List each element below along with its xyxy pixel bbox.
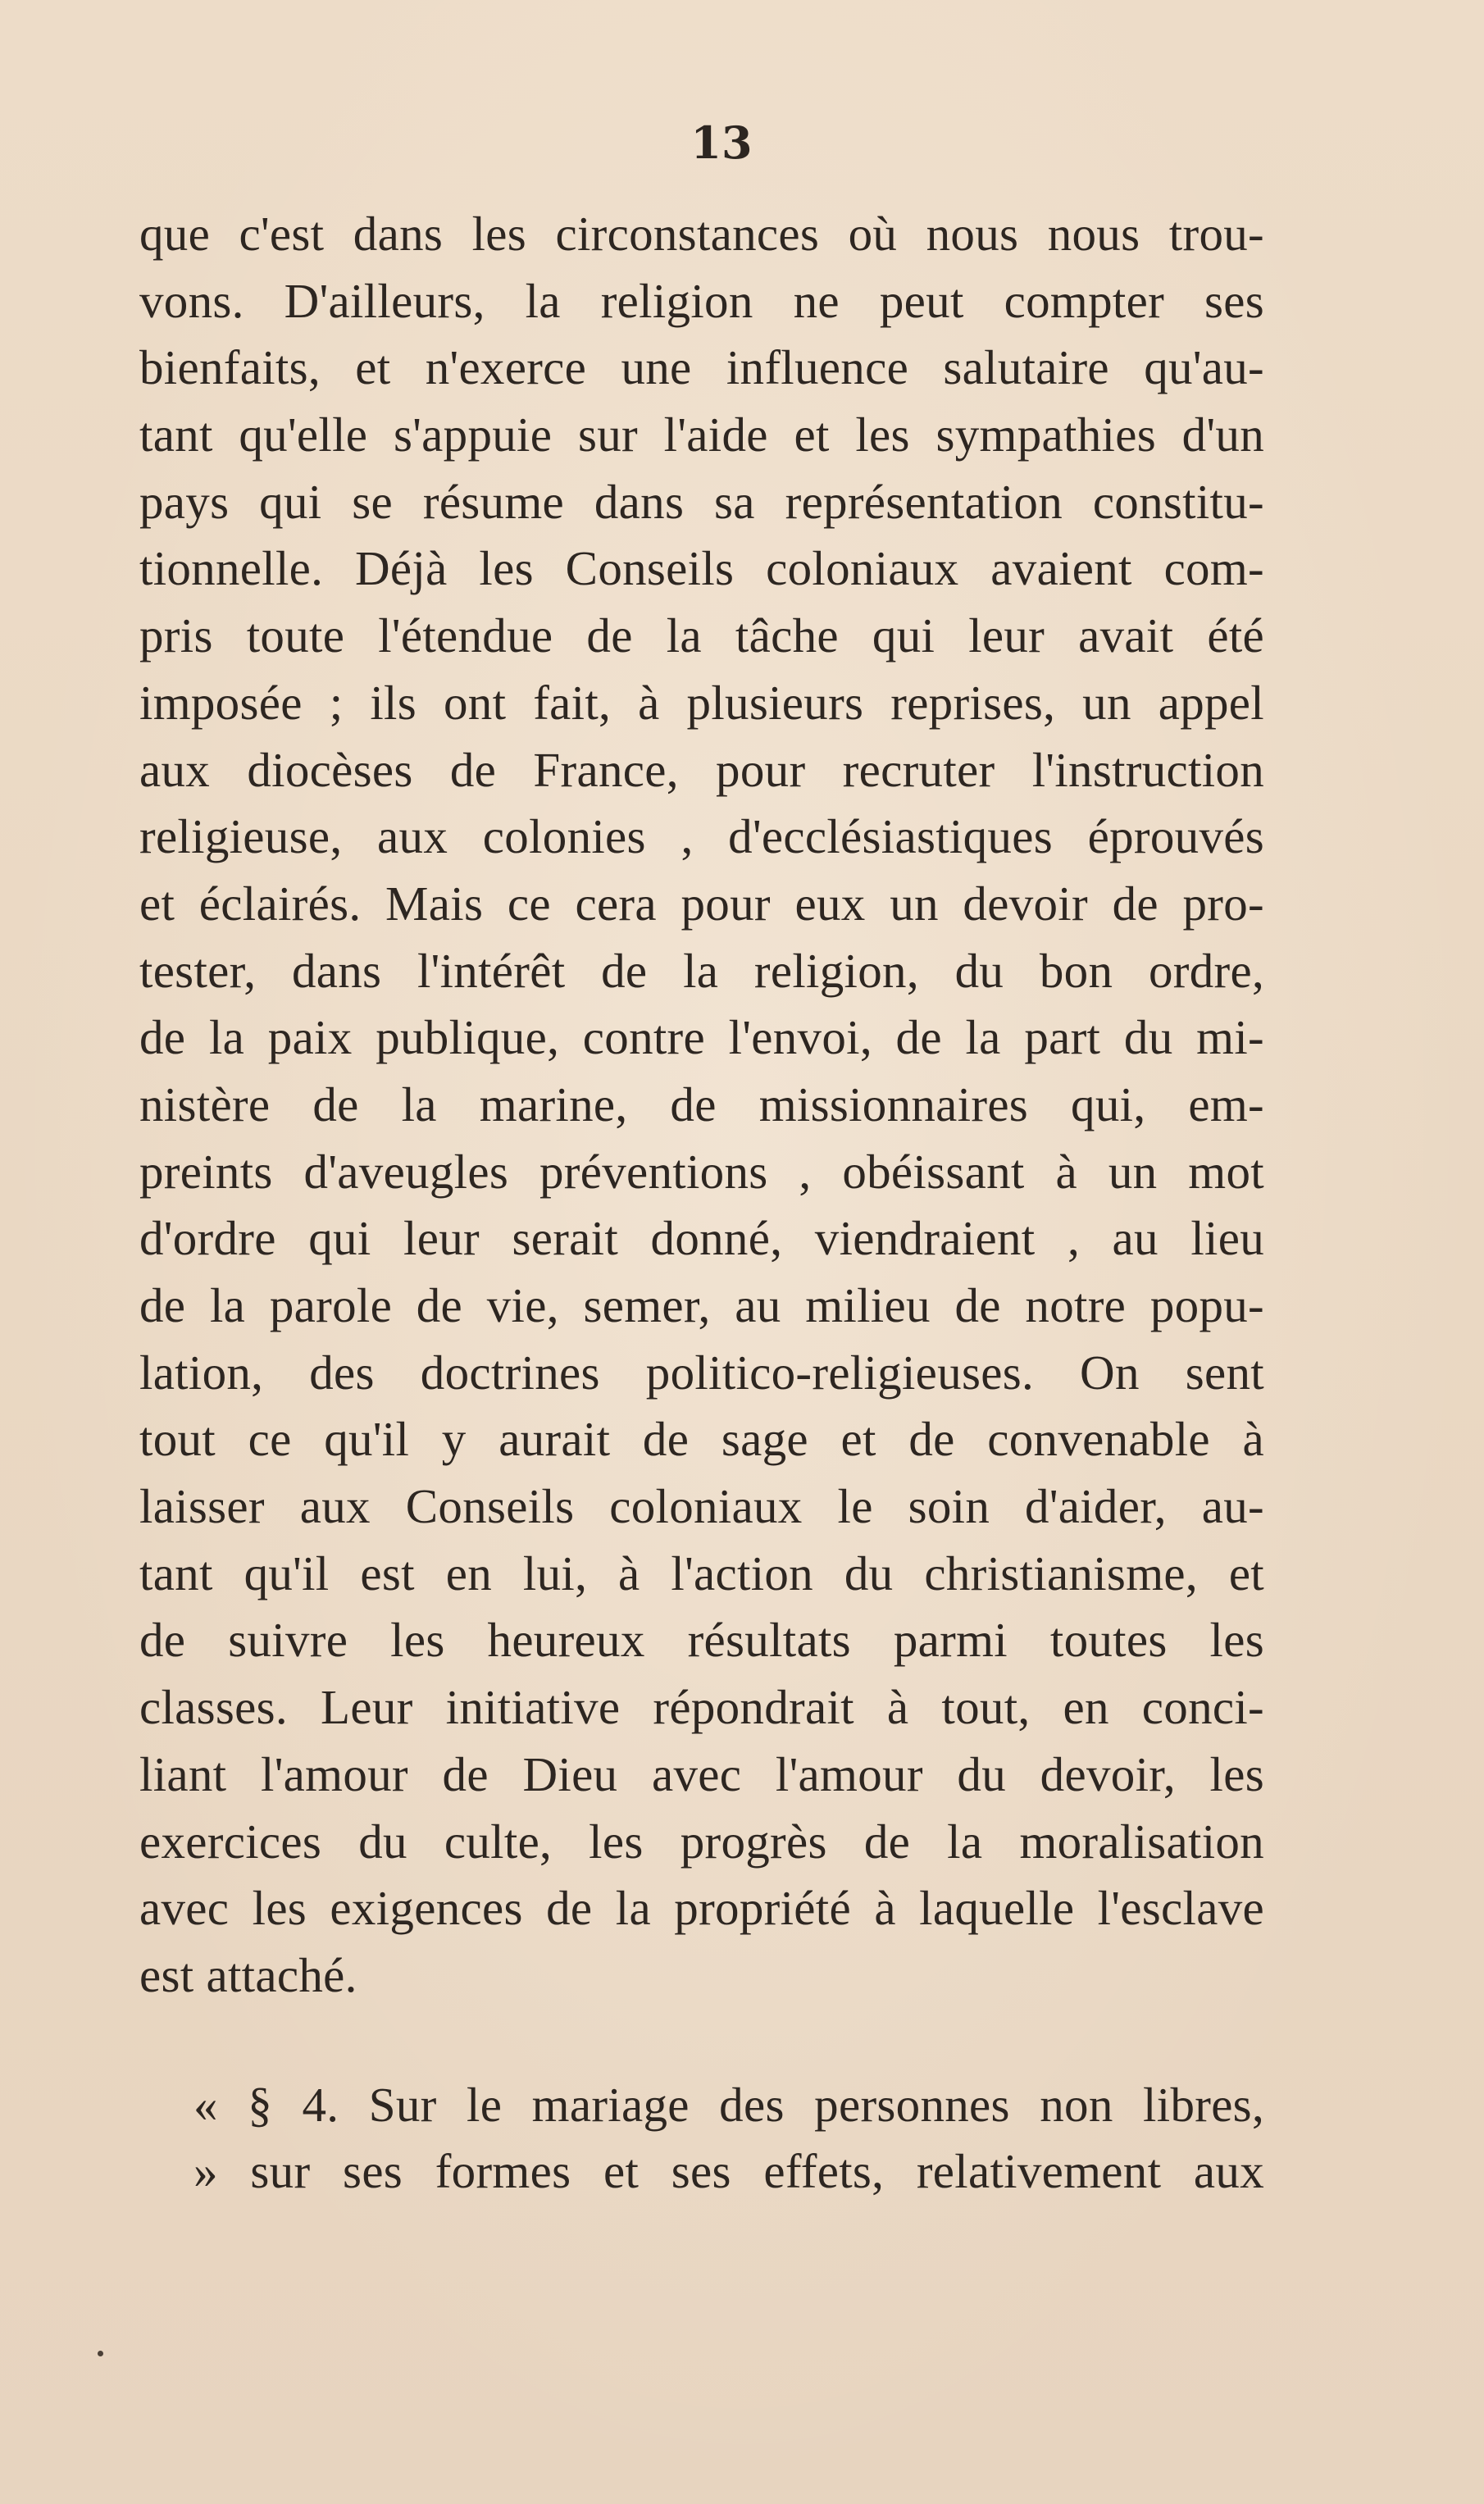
text-line: aux diocèses de France, pour recruter l'instruction <box>139 742 1264 797</box>
text-line: que c'est dans les circonstances où nous nous trou- <box>139 207 1264 261</box>
text-line: de la paix publique, contre l'envoi, de la part du mi- <box>139 1010 1264 1065</box>
text-line: de la parole de vie, semer, au milieu de notre popu- <box>139 1278 1264 1332</box>
text-line: laisser aux Conseils coloniaux le soin d'aider, au- <box>139 1479 1264 1534</box>
text-line: religieuse, aux colonies , d'ecclésiastiques éprouvés <box>139 809 1264 864</box>
text-line: lation, des doctrines politico-religieuses. On sent <box>139 1345 1264 1400</box>
body-text <box>139 201 1264 2206</box>
text-line: tant qu'elle s'appuie sur l'aide et les sympathies d'un <box>139 407 1264 462</box>
text-line: liant l'amour de Dieu avec l'amour du devoir, les <box>139 1746 1264 1801</box>
text-line: et éclairés. Mais ce cera pour eux un devoir de pro- <box>139 876 1264 931</box>
text-line: avec les exigences de la propriété à laquelle l'esclave <box>139 1881 1264 1936</box>
text-line: bienfaits, et n'exerce une influence salutaire qu'au- <box>139 340 1264 395</box>
text-line: nistère de la marine, de missionnaires qui, em- <box>139 1077 1264 1131</box>
text-line: pris toute l'étendue de la tâche qui leur avait été <box>139 608 1264 663</box>
text-line: « § 4. Sur le mariage des personnes non libres, <box>193 2077 1264 2132</box>
text-line: tant qu'il est en lui, à l'action du christianisme, et <box>139 1546 1264 1600</box>
text-line: vons. D'ailleurs, la religion ne peut compter ses <box>139 273 1264 328</box>
text-line: » sur ses formes et ses effets, relativement aux <box>193 2144 1264 2199</box>
text-line: exercices du culte, les progrès de la moralisation <box>139 1814 1264 1869</box>
text-line: preints d'aveugles préventions , obéissant à un mot <box>139 1144 1264 1199</box>
text-line: de suivre les heureux résultats parmi toutes les <box>139 1613 1264 1668</box>
page-number: 13 <box>690 116 753 169</box>
text-line: imposée ; ils ont fait, à plusieurs reprises, un appel <box>139 675 1264 730</box>
text-line: d'ordre qui leur serait donné, viendraient , au lieu <box>139 1211 1264 1266</box>
text-line: tout ce qu'il y aurait de sage et de convenable à <box>139 1412 1264 1467</box>
text-line: tester, dans l'intérêt de la religion, du bon ordre, <box>139 943 1264 998</box>
ink-speck <box>98 2351 103 2356</box>
paragraph-gap <box>139 2010 1264 2072</box>
text-line: est attaché. <box>139 1947 357 2002</box>
text-line: tionnelle. Déjà les Conseils coloniaux avaient com- <box>139 541 1264 596</box>
text-line: classes. Leur initiative répondrait à tout, en conci- <box>139 1680 1264 1735</box>
text-line: pays qui se résume dans sa représentation constitu- <box>139 474 1264 529</box>
